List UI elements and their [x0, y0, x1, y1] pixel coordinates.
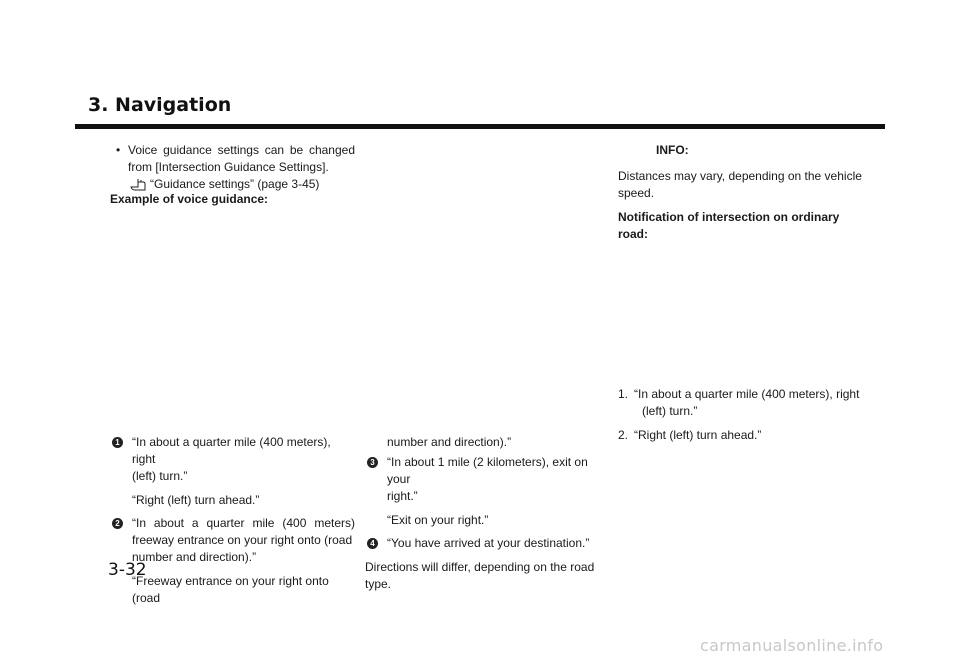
step-line: “In about a quarter mile (400 meters) [132, 516, 355, 530]
right-column [618, 142, 863, 243]
road-type-note: Directions will differ, depending on the road type. [365, 560, 595, 591]
step-line: (left) turn.” [132, 469, 188, 483]
list-marker: 2. [618, 428, 629, 442]
list-line: (left) turn.” [642, 404, 698, 418]
info-text-line: speed. [618, 186, 655, 200]
step-line: “In about a quarter mile (400 meters), right [132, 435, 331, 466]
bullet-item [110, 142, 355, 176]
list-line: “Right (left) turn ahead.” [634, 428, 762, 442]
left-steps [110, 434, 355, 607]
step-item-1 [110, 434, 355, 509]
notification-heading: Notification of intersection on ordinary [618, 210, 840, 224]
right-list [618, 386, 863, 444]
reference-pointer-icon [130, 178, 148, 192]
list-marker: 1. [618, 387, 629, 401]
reference-text: “Guidance settings” (page 3-45) [150, 177, 320, 191]
bullet-text: Voice guidance settings can be changed from [Intersection Guidance Settings]. [128, 143, 355, 174]
header-rule [75, 124, 885, 129]
step-sub: “Exit on your right.” [387, 513, 489, 527]
step-line: “In about 1 mile (2 kilometers), exit on your [387, 455, 588, 486]
info-label: INFO: [656, 143, 689, 157]
section-title: 3. Navigation [88, 94, 232, 116]
step-number-badge: 1 [112, 437, 123, 448]
example-heading: Example of voice guidance: [110, 192, 269, 206]
list-item [618, 386, 863, 420]
left-column [110, 142, 355, 193]
step-item-3 [365, 454, 610, 529]
step-sub: “Right (left) turn ahead.” [132, 493, 260, 507]
continuation-text: number and direction).” [387, 435, 512, 449]
step-number-badge: 2 [112, 518, 123, 529]
step-item-2 [110, 515, 355, 607]
page-number: 3-32 [108, 560, 147, 580]
bullet-dot: • [116, 143, 121, 157]
watermark: carmanualsonline.info [700, 636, 884, 655]
step-line: number and direction).” [132, 550, 257, 564]
step-number-badge: 3 [367, 457, 378, 468]
info-text-line: Distances may vary, depending on the vehicle [618, 169, 862, 183]
step-number-badge: 4 [367, 538, 378, 549]
step-line: right.” [387, 489, 418, 503]
step-line: “You have arrived at your destination.” [387, 536, 590, 550]
step-line: freeway entrance on your right onto (road [132, 533, 353, 547]
list-line: “In about a quarter mile (400 meters), right [634, 387, 860, 401]
notification-heading: road: [618, 227, 648, 241]
step-item-4 [365, 535, 610, 552]
middle-column [365, 434, 610, 593]
list-item [618, 427, 863, 444]
step-sub: “Freeway entrance on your right onto (road [132, 574, 329, 605]
